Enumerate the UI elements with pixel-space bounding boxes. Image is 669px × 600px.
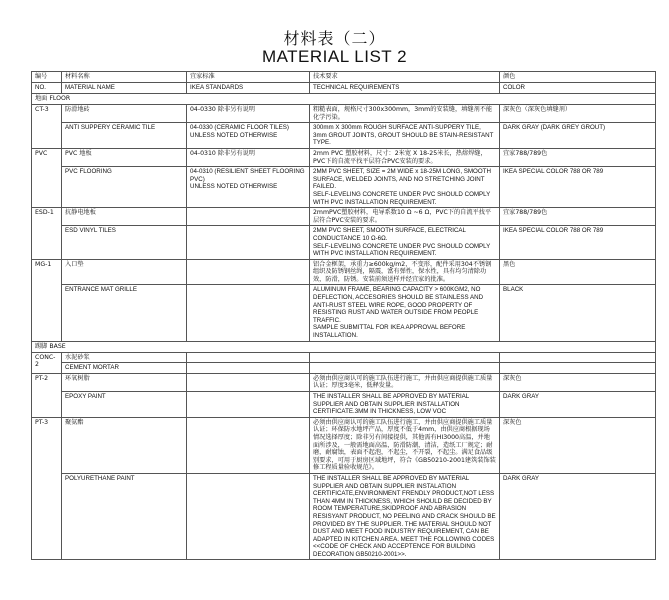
material-row-cn xyxy=(32,373,656,391)
material-cell-cn: 聚氨酯 xyxy=(62,417,187,473)
material-cell-cn: 宜家788/789色 xyxy=(500,208,656,226)
material-cell-cn: 04-0310 除非另有说明 xyxy=(187,148,310,166)
material-cell-cn: 入口垫 xyxy=(62,259,187,285)
material-cell-cn: 粗糙表面，规格尺寸300x300mm，3mm的安装缝，填缝剂不能化学污染。 xyxy=(310,105,500,123)
material-cell-en: 2MM PVC SHEET, SIZE = 2M WIDE x 18-25M LONG, SMOOTH SURFACE, WELDED JOINTS, AND NO STRETCHING JOINT FAILED. SELF-LEVELING CONCRETE UNDER PVC SHOULD COMPLY WITH PVC INSTALLATION REQUIREMENT. xyxy=(310,167,500,208)
material-cell-en: POLYURETHANE PAINT xyxy=(62,473,187,560)
material-row-cn xyxy=(32,148,656,166)
material-row-cn xyxy=(32,208,656,226)
material-cell-cn: 宜家788/789色 xyxy=(500,148,656,166)
header-cell: TECHNICAL REQUIREMENTS xyxy=(310,83,500,94)
title-english: MATERIAL LIST 2 xyxy=(261,47,408,66)
material-cell-en: PVC FLOORING xyxy=(62,167,187,208)
section-row-floor xyxy=(32,94,656,105)
section-label: 踢脚 BASE xyxy=(32,341,656,352)
material-cell-en: ESD VINYL TILES xyxy=(62,226,187,259)
header-cell: NO. xyxy=(32,83,62,94)
material-cell-en: THE INSTALLER SHALL BE APPROVED BY MATERIAL SUPPLIER AND OBTAIN SUPPLIER INSTALATION CERTIFICATE,ENVIRONMENT FRENDLY PRODUCT,NOT LESS THAN 4MM IN THICKNESS, WHICH SHOULD BE DECIDED BY ROOM TEMPERATURE,SKIDPROOF AND ABRASION RESISYANT PRODUCT, NO PEELING AND CRACK SHOULD BE PROVIDED BY THE SUPPLIER. THE MATERIAL SHOULD NOT DUST AND MEET FOOD INDUSTRY REQUIREMENT, CAN BE ADAPTED IN KITCHEN AREA. MEET THE FOLLOWING CODES <<CODE OF CHECK AND ACCEPTENCE FOR BUILDING DECORATION GB50210-2001>>. xyxy=(310,473,500,560)
material-cell-cn: 深灰色 xyxy=(500,373,656,391)
material-cell-cn xyxy=(310,352,500,363)
material-cell-cn xyxy=(187,417,310,473)
header-cell: 编号 xyxy=(32,72,62,83)
material-list-table xyxy=(31,71,656,560)
material-cell-cn: 防滑地砖 xyxy=(62,105,187,123)
material-cell-cn: 深灰色（深灰色填缝剂） xyxy=(500,105,656,123)
header-cell: 技术要求 xyxy=(310,72,500,83)
material-cell-en: CEMENT MORTAR xyxy=(62,363,187,374)
material-cell-cn: 抗静电地板 xyxy=(62,208,187,226)
material-cell-en: ANTI SUPPERY CERAMIC TILE xyxy=(62,123,187,149)
material-cell-cn: 必须由供应商认可的施工队伍进行施工，并由供应商提供施工质量认证；环保防水地坪产品，厚度不低于4mm，由供应商根据现场情况选择厚度；除非另有间接提供，其他需有HI3000高温，并地面所涉及，一般需地面高温，防滑防潮，清洁，造纸工厂规定；耐磨，耐腐蚀，表面不起泡，不起尘，不开裂，不起尘。满足食品级别要求，可用于厨房区域地坪，符合《GB50210-2001建筑装饰装修工程质量验收规范》。 xyxy=(310,417,500,473)
material-cell-cn: 2mm PVC 塑胶材料，尺寸：2米宽 X 18-25米长，热熔焊缝，PVC下的自流平找平层符合PVC安装的要求。 xyxy=(310,148,500,166)
material-cell-en xyxy=(187,363,310,374)
material-cell-cn: 环氧树脂 xyxy=(62,373,187,391)
material-cell-cn xyxy=(187,208,310,226)
material-row-cn xyxy=(32,352,656,363)
header-row-en xyxy=(32,83,656,94)
material-cell-en xyxy=(187,226,310,259)
material-row-en xyxy=(32,363,656,374)
material-cell-en xyxy=(187,285,310,341)
material-row-en xyxy=(32,473,656,560)
material-code: CT-3 xyxy=(32,105,62,149)
material-row-cn xyxy=(32,417,656,473)
material-cell-en: 04-0310 (RESILIENT SHEET FLOORING PVC) UNLESS NOTED OTHERWISE xyxy=(187,167,310,208)
material-code: PT-2 xyxy=(32,373,62,417)
material-cell-cn xyxy=(187,352,310,363)
header-cell: 宜家标准 xyxy=(187,72,310,83)
material-code: CONC-2 xyxy=(32,352,62,373)
material-row-en xyxy=(32,226,656,259)
header-row-cn xyxy=(32,72,656,83)
header-cell: 材料名称 xyxy=(62,72,187,83)
material-cell-cn: 04-0330 除非另有说明 xyxy=(187,105,310,123)
header-cell: COLOR xyxy=(500,83,656,94)
material-row-en xyxy=(32,392,656,418)
material-cell-cn: 黑色 xyxy=(500,259,656,285)
material-cell-en: DARK GRAY xyxy=(500,392,656,418)
material-code: ESD-1 xyxy=(32,208,62,260)
material-cell-en: DARK GRAY (DARK GREY GROUT) xyxy=(500,123,656,149)
material-cell-en xyxy=(500,363,656,374)
material-cell-en: BLACK xyxy=(500,285,656,341)
material-cell-cn xyxy=(187,373,310,391)
material-cell-en: IKEA SPECIAL COLOR 788 OR 789 xyxy=(500,167,656,208)
material-row-en xyxy=(32,167,656,208)
material-cell-cn: 铝合金框架，承重力≥600kg/m2，不变形，配件采用304不锈钢组织及防锈钢丝绳，隔震，富有弹性，保水性，具有均匀清除功效，防滑，防锈。安装前须送样并经宜家的批准。 xyxy=(310,259,500,285)
material-cell-en: ALUMINUM FRAME, BEARING CAPACITY > 600KGM2, NO DEFLECTION, ACCESORIES SHOULD BE STAINLESS AND ANTI-RUST STEEL WIRE ROPE, GOOD PROPERTY OF RESISTING RUST AND WATER OUTSIDE FROM PEOPLE TRAFFIC. SAMPLE SUBMITTAL FOR IKEA APPROVAL BEFORE INSTALLATION. xyxy=(310,285,500,341)
material-row-en xyxy=(32,285,656,341)
material-cell-cn: 必须由供应商认可的施工队伍进行施工，并由供应商提供施工质量认证；厚度3毫米，低释发量。 xyxy=(310,373,500,391)
material-row-cn xyxy=(32,259,656,285)
material-cell-en: EPOXY PAINT xyxy=(62,392,187,418)
material-cell-cn xyxy=(187,259,310,285)
material-cell-en: 04-0330 (CERAMIC FLOOR TILES) UNLESS NOTED OTHERWISE xyxy=(187,123,310,149)
header-cell: IKEA STANDARDS xyxy=(187,83,310,94)
material-cell-en xyxy=(310,363,500,374)
section-label: 地面 FLOOR xyxy=(32,94,656,105)
header-cell: 颜色 xyxy=(500,72,656,83)
material-row-cn xyxy=(32,105,656,123)
material-cell-cn: 2mmPVC塑胶材料，电导系数10 Ω ~6 Ω，PVC下的自流平找平层符合PVC安装的要求。 xyxy=(310,208,500,226)
material-cell-en: IKEA SPECIAL COLOR 788 OR 789 xyxy=(500,226,656,259)
material-cell-en xyxy=(187,392,310,418)
material-cell-cn: 深灰色 xyxy=(500,417,656,473)
section-row-base xyxy=(32,341,656,352)
title-chinese: 材料表（二） xyxy=(283,29,386,48)
material-cell-cn xyxy=(500,352,656,363)
material-cell-en xyxy=(187,473,310,560)
material-cell-en: THE INSTALLER SHALL BE APPROVED BY MATERIAL SUPPLIER AND OBTAIN SUPPLIER INSTALLATION CERTIFICATE.3MM IN THICKNESS, LOW VOC xyxy=(310,392,500,418)
material-cell-cn: 水泥砂浆 xyxy=(62,352,187,363)
header-cell: MATERIAL NAME xyxy=(62,83,187,94)
material-cell-en: DARK GRAY xyxy=(500,473,656,560)
material-row-en xyxy=(32,123,656,149)
material-cell-en: ENTRANCE MAT GRILLE xyxy=(62,285,187,341)
material-code: PT-3 xyxy=(32,417,62,560)
material-code: MG-1 xyxy=(32,259,62,341)
material-code: PVC xyxy=(32,148,62,207)
material-cell-en: 2MM PVC SHEET, SMOOTH SURFACE, ELECTRICAL CONDUCTANCE 10 Ω-6Ω. SELF-LEVELING CONCRETE UNDER PVC SHOULD COMPLY WITH PVC INSTALLATION REQUIREMENT. xyxy=(310,226,500,259)
material-cell-en: 300mm X 300mm ROUGH SURFACE ANTI-SUPPERY TILE, 3mm GROUT JOINTS, GROUT SHOULD BE STAIN-RESISTANT TYPE. xyxy=(310,123,500,149)
material-cell-cn: PVC 地板 xyxy=(62,148,187,166)
